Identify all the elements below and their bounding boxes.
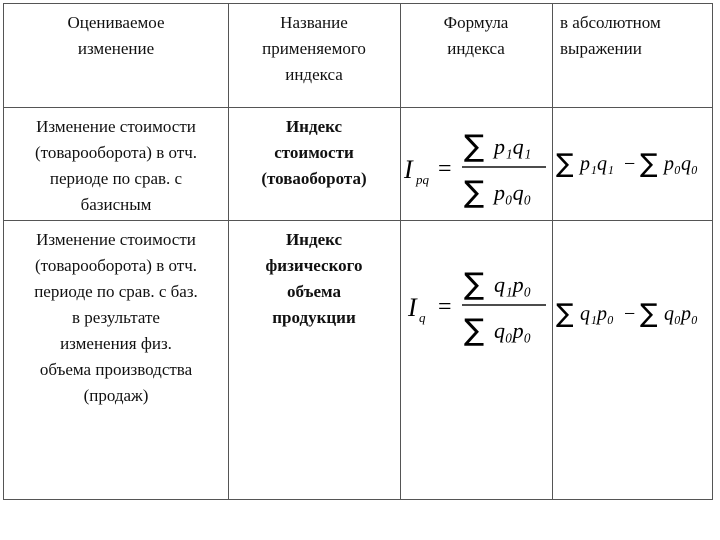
- row2-index-formula: [402, 260, 550, 350]
- svg-text:p₁q₁: p₁q₁: [494, 134, 532, 159]
- row1-index-formula: [402, 122, 550, 212]
- svg-text:∑: ∑: [464, 175, 485, 210]
- svg-text:−: −: [624, 303, 636, 325]
- svg-text:q₀p₀: q₀p₀: [494, 318, 532, 343]
- row2-absolute-expression: [554, 294, 714, 334]
- column-divider: [400, 4, 401, 499]
- svg-text:∑: ∑: [464, 267, 485, 302]
- svg-text:∑: ∑: [640, 149, 658, 179]
- row-divider: [4, 107, 712, 108]
- svg-text:pq: pq: [416, 172, 429, 187]
- svg-text:q: q: [419, 310, 426, 325]
- svg-text:q₀p₀: q₀p₀: [664, 303, 698, 325]
- index-table: [3, 3, 713, 500]
- svg-text:q₁p₀: q₁p₀: [494, 272, 532, 297]
- svg-text:=: =: [438, 156, 452, 182]
- svg-text:∑: ∑: [556, 149, 574, 179]
- row2-index-name: Индекс физического объема продукции: [265, 230, 363, 327]
- svg-text:−: −: [624, 153, 636, 175]
- svg-text:q₁p₀: q₁p₀: [580, 303, 614, 325]
- row-divider: [4, 220, 712, 221]
- svg-text:p₀q₀: p₀q₀: [494, 180, 532, 205]
- svg-text:=: =: [438, 294, 452, 320]
- svg-text:∑: ∑: [464, 129, 485, 164]
- svg-text:∑: ∑: [464, 313, 485, 348]
- header-index-formula: Формула индекса: [443, 13, 509, 58]
- header-index-name: Название применяемого индекса: [262, 13, 366, 84]
- header-evaluated-change: Оцениваемое изменение: [67, 13, 165, 58]
- svg-text:p₀q₀: p₀q₀: [664, 153, 698, 175]
- row1-absolute-expression: [554, 144, 714, 184]
- column-divider: [552, 4, 553, 499]
- svg-text:I: I: [408, 293, 417, 322]
- svg-text:p₁q₁: p₁q₁: [580, 153, 614, 175]
- row1-change-description: Изменение стоимости (товарооборота) в отч. периоде по срав. с базисным: [34, 117, 197, 214]
- row1-index-name: Индекс стоимости (товаоборота): [261, 117, 367, 188]
- row2-change-description: Изменение стоимости (товарооборота) в отч. периоде по срав. с баз. в результате изменения физ. объема производства (продаж): [34, 230, 198, 405]
- svg-text:∑: ∑: [640, 299, 658, 329]
- svg-text:∑: ∑: [556, 299, 574, 329]
- header-absolute-expression: в абсолютном выражении: [560, 13, 661, 58]
- svg-text:I: I: [404, 155, 413, 184]
